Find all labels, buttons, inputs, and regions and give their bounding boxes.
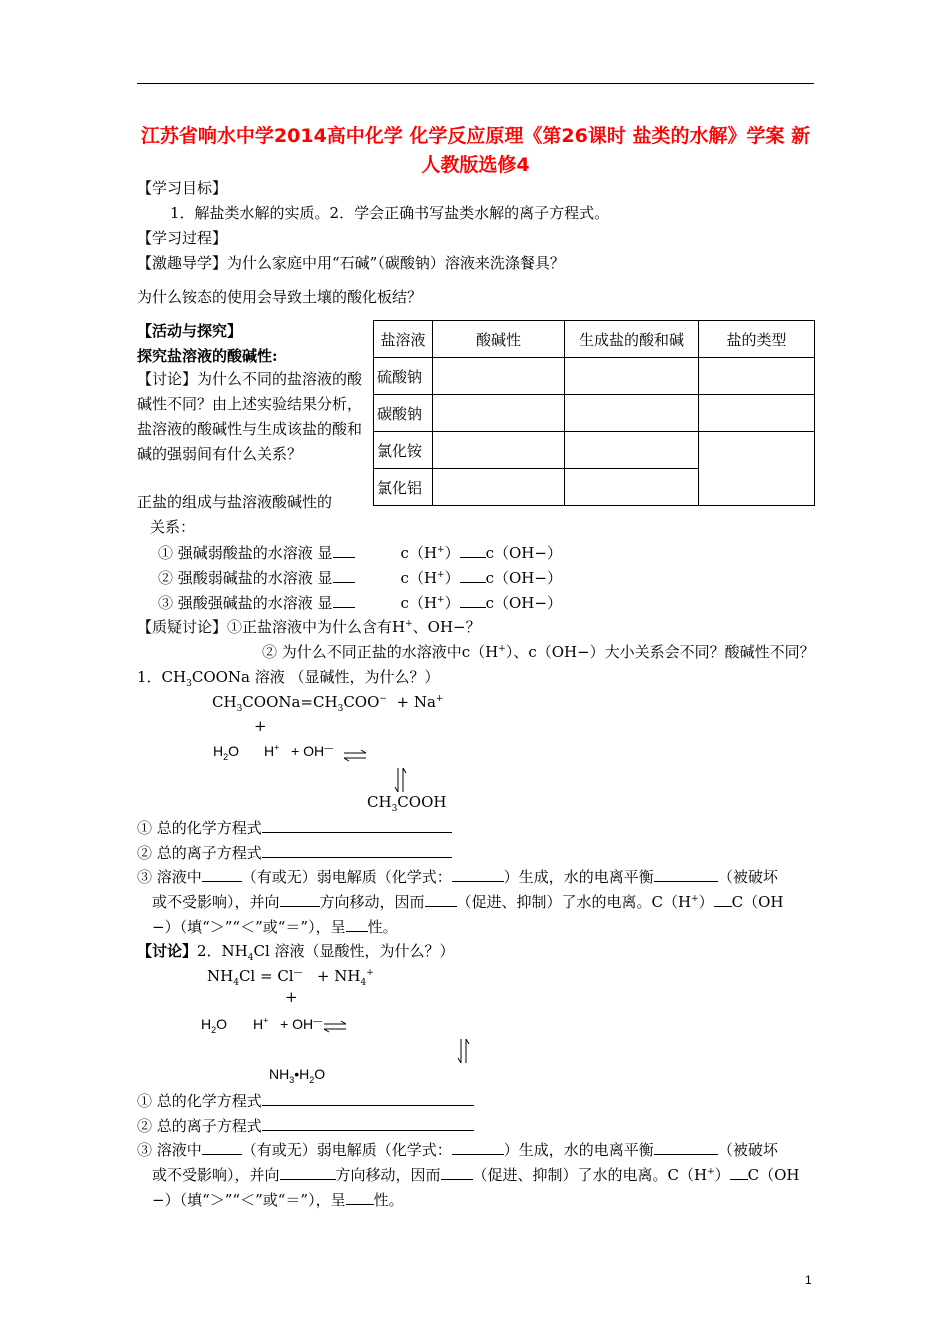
vertical-equilibrium-arrow-icon [457, 1039, 471, 1063]
relation-c1: c（H [400, 544, 438, 562]
part1-line-3 [137, 867, 778, 886]
line-text: （被破坏 [717, 868, 778, 886]
part1-ions: H+ + OH— [264, 742, 334, 759]
line-text: 方向移动，因而 [335, 1166, 441, 1184]
line-text: ） [698, 893, 714, 911]
part2-line-3 [137, 1140, 778, 1159]
line-text: 或不受影响），并向 [152, 893, 280, 911]
table-row-label: 硫酸钠 [374, 358, 433, 395]
part1-line-5 [152, 917, 398, 936]
line-text: ）生成，水的电离平衡 [503, 868, 654, 886]
question-line-2: ② 为什么不同正盐的水溶液中c（H+）、c（OH−）大小关系会不同？酸碱性不同？ [262, 643, 815, 661]
part2-product: $NH_3•H_2O$ [269, 1066, 326, 1085]
eq-text: H [264, 743, 275, 759]
answer-blank[interactable] [280, 1165, 336, 1180]
table-cell[interactable] [433, 469, 565, 506]
answer-blank[interactable] [202, 1140, 242, 1155]
table-header-cell: 酸碱性 [433, 321, 565, 358]
line-text: （促进、抑制）了水的电离。C（H [472, 1166, 708, 1184]
eq-text: + OH [280, 1016, 314, 1032]
part1-plus: + [254, 717, 267, 735]
salt-table [373, 320, 815, 506]
answer-blank[interactable] [452, 867, 504, 882]
relation-label: ③ 强酸强碱盐的水溶液 显 [158, 594, 333, 612]
table-cell[interactable] [699, 395, 815, 432]
goals-heading: 【学习目标】 [137, 179, 228, 197]
answer-blank[interactable] [262, 1116, 474, 1131]
intro-label: 【激趣导学】 [137, 254, 228, 272]
part1-heading-b: COONa 溶液 （显碱性，为什么？） [191, 668, 440, 686]
line-text: 性。 [373, 1191, 404, 1209]
answer-blank[interactable] [654, 867, 718, 882]
page-number: 1 [805, 1273, 812, 1287]
question-q2b: ）、c（OH [505, 643, 578, 661]
table-header-cell: 生成盐的酸和碱 [565, 321, 699, 358]
eq-text: O [228, 743, 240, 759]
table-cell-merged[interactable] [699, 432, 815, 506]
answer-blank[interactable] [460, 568, 486, 583]
relation-c2: c（OH [485, 544, 535, 562]
eq-text: + NH [316, 967, 361, 985]
process-heading: 【学习过程】 [137, 229, 228, 247]
table-row-label: 氯化铝 [374, 469, 433, 506]
line-text: （有或无）弱电解质（化学式： [241, 868, 452, 886]
part1-product: $CH_3COOH$ [367, 793, 447, 814]
intro-q2: 为什么铵态的使用会导致土壤的酸化板结？ [137, 288, 423, 306]
answer-blank[interactable] [346, 917, 368, 932]
eq-text: H [213, 743, 224, 759]
relation-row: ① 强碱弱酸盐的水溶液 显 c（H+） c（OH−） [158, 544, 562, 562]
line-text: ）生成，水的电离平衡 [503, 1141, 654, 1159]
answer-blank[interactable] [333, 568, 355, 583]
answer-blank[interactable] [262, 818, 452, 833]
discuss-label: 【讨论】 [137, 370, 198, 388]
question-q2c: ）大小关系会不同？酸碱性不同？ [589, 643, 815, 661]
relation-tail: ） [546, 594, 562, 612]
question-q1c: ？ [465, 618, 481, 636]
relation-c2: c（OH [485, 594, 535, 612]
answer-blank[interactable] [333, 593, 355, 608]
table-cell[interactable] [433, 432, 565, 469]
answer-blank[interactable] [262, 843, 452, 858]
part1-equation-1: $CH_3COONa=CH_3COO^- + Na^+$ [212, 693, 444, 714]
equilibrium-arrow-icon [324, 1020, 346, 1034]
eq-text: + Na [396, 693, 436, 711]
intro-line [137, 254, 565, 272]
eq-text: COO [343, 693, 380, 711]
part2-label: 【讨论】 [137, 942, 198, 960]
eq-text: CH [212, 693, 237, 711]
table-row [374, 395, 815, 432]
activity-subheading: 探究盐溶液的酸碱性: [137, 347, 278, 365]
relation-row: ② 强酸弱碱盐的水溶液 显 c（H+） c（OH−） [158, 569, 562, 587]
eq-text: NH [269, 1066, 290, 1082]
eq-text: + OH [291, 743, 325, 759]
relation-text: 正盐的组成与盐溶液酸碱性的 [137, 493, 333, 511]
table-cell[interactable] [433, 358, 565, 395]
eq-text: NH [207, 967, 234, 985]
relation-c1: c（H [400, 594, 438, 612]
answer-blank[interactable] [714, 892, 732, 907]
relation-text-2: 关系： [150, 518, 196, 536]
table-row [374, 358, 815, 395]
line-text: ③ 溶液中 [137, 868, 202, 886]
line-text: −）（填“＞”“＜”或“＝”），呈 [152, 918, 346, 936]
table-cell[interactable] [565, 358, 699, 395]
question-q1: ①正盐溶液中为什么含有H [227, 618, 406, 636]
line-text: C（OH [747, 1166, 800, 1184]
relation-tail: ） [546, 569, 562, 587]
relation-label: ② 强酸弱碱盐的水溶液 显 [158, 569, 333, 587]
part2-equation-1: $NH_4Cl = Cl^—$ + $NH_4^+$ [207, 967, 374, 988]
part2-heading: 【讨论】2．$NH_4Cl$ 溶液（显酸性，为什么？） [137, 942, 455, 963]
relation-c2: c（OH [485, 569, 535, 587]
eq-text: COONa=CH [242, 693, 338, 711]
part2-line-1 [137, 1091, 474, 1110]
part2-ions: H+ + OH— [253, 1015, 323, 1032]
line-text: ） [714, 1166, 730, 1184]
part1-water: $H_2O$ [213, 743, 240, 762]
line-text: ③ 溶液中 [137, 1141, 202, 1159]
table-header-cell: 盐的类型 [699, 321, 815, 358]
table-cell[interactable] [433, 395, 565, 432]
table-row-label: 氯化铵 [374, 432, 433, 469]
equilibrium-arrow-icon [344, 749, 366, 763]
line-text: 性。 [367, 918, 398, 936]
eq-text: H [201, 1016, 212, 1032]
part1-heading: 1．$CH_3COONa$ 溶液 （显碱性，为什么？） [137, 668, 440, 689]
part2-line-5 [152, 1190, 404, 1209]
answer-blank[interactable] [346, 1190, 374, 1205]
relation-c1: c（H [400, 569, 438, 587]
question-q2: ② 为什么不同正盐的水溶液中c（H [262, 643, 499, 661]
goals-text: 1．解盐类水解的实质。2．学会正确书写盐类水解的离子方程式。 [170, 204, 610, 222]
part1-heading-a: 1．CH [137, 668, 187, 686]
question-line-1: 【质疑讨论】①正盐溶液中为什么含有H+、OH−？ [137, 618, 481, 636]
line-text: （有或无）弱电解质（化学式： [241, 1141, 452, 1159]
line-label: ① 总的化学方程式 [137, 1092, 262, 1110]
line-label: ① 总的化学方程式 [137, 819, 262, 837]
page-title: 江苏省响水中学2014高中化学 化学反应原理《第26课时 盐类的水解》学案 新人教版选修4 [140, 125, 811, 176]
part2-plus: + [285, 988, 298, 1006]
eq-text: H [253, 1016, 264, 1032]
table-row [374, 432, 815, 469]
eq-text: CH [367, 793, 392, 811]
eq-text: O [216, 1016, 228, 1032]
answer-blank[interactable] [460, 543, 486, 558]
eq-text: COOH [397, 793, 447, 811]
table-cell[interactable] [699, 358, 815, 395]
header-rule [137, 83, 814, 84]
answer-blank[interactable] [460, 593, 486, 608]
line-text: C（OH [731, 893, 784, 911]
line-text: （促进、抑制）了水的电离。C（H [456, 893, 692, 911]
activity-discussion [137, 367, 363, 467]
line-text: 方向移动，因而 [319, 893, 425, 911]
line-text: −）（填“＞”“＜”或“＝”），呈 [152, 1191, 346, 1209]
discuss-text: 为什么不同的盐溶液的酸碱性不同？由上述实验结果分析，盐溶液的酸碱性与生成该盐的酸和碱的强弱间有什么关系？ [137, 370, 363, 463]
table-header-cell: 盐溶液 [374, 321, 433, 358]
part1-line-4: 或不受影响），并向 方向移动，因而 （促进、抑制）了水的电离。C（H+） C（OH [152, 893, 784, 911]
part2-heading-b: Cl 溶液（显酸性，为什么？） [253, 942, 455, 960]
answer-blank[interactable] [441, 1165, 473, 1180]
line-text: 或不受影响），并向 [152, 1166, 280, 1184]
relation-row: ③ 强酸强碱盐的水溶液 显 c（H+） c（OH−） [158, 594, 562, 612]
part2-line-4: 或不受影响），并向 方向移动，因而 （促进、抑制）了水的电离。C（H+） C（OH [152, 1166, 800, 1184]
eq-text: •H [294, 1066, 310, 1082]
relation-tail: ） [546, 544, 562, 562]
part2-heading-a: 2．NH [197, 942, 248, 960]
table-row-label: 碳酸钠 [374, 395, 433, 432]
eq-text: O [314, 1066, 326, 1082]
activity-heading: 【活动与探究】 [137, 322, 243, 340]
answer-blank[interactable] [730, 1165, 748, 1180]
question-label: 【质疑讨论】 [137, 618, 228, 636]
table-header-row [374, 321, 815, 358]
line-label: ② 总的离子方程式 [137, 1117, 262, 1135]
answer-blank[interactable] [333, 543, 355, 558]
line-label: ② 总的离子方程式 [137, 844, 262, 862]
answer-blank[interactable] [425, 892, 457, 907]
table-cell[interactable] [565, 432, 699, 469]
table-cell[interactable] [565, 395, 699, 432]
part1-line-2 [137, 843, 452, 862]
part2-line-2 [137, 1116, 474, 1135]
intro-q1: 为什么家庭中用“石碱”（碳酸钠）溶液来洗涤餐具？ [227, 254, 565, 272]
part1-line-1 [137, 818, 452, 837]
answer-blank[interactable] [202, 867, 242, 882]
relation-label: ① 强碱弱酸盐的水溶液 显 [158, 544, 333, 562]
line-text: （被破坏 [717, 1141, 778, 1159]
part2-water: $H_2O$ [201, 1016, 228, 1035]
table-cell[interactable] [565, 469, 699, 506]
eq-text: Cl = Cl [238, 967, 294, 985]
question-q1b: 、OH [412, 618, 454, 636]
answer-blank[interactable] [262, 1091, 474, 1106]
answer-blank[interactable] [654, 1140, 718, 1155]
answer-blank[interactable] [280, 892, 320, 907]
answer-blank[interactable] [452, 1140, 504, 1155]
vertical-equilibrium-arrow-icon [394, 768, 408, 792]
